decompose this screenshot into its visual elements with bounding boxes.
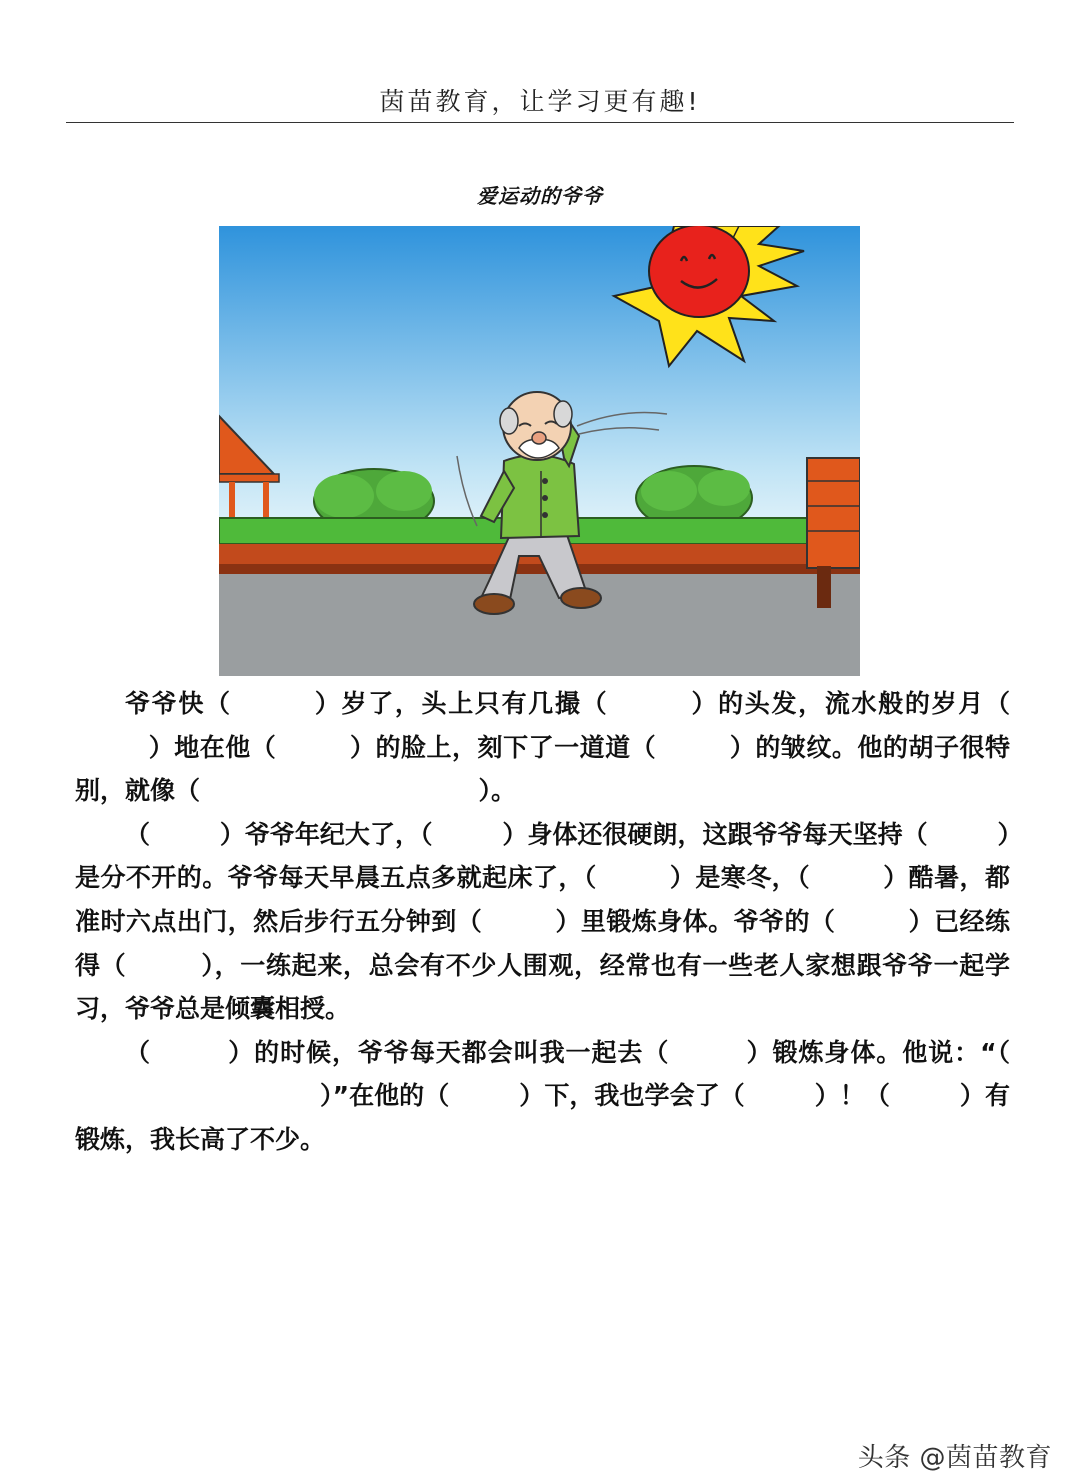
story-text: ）是分不开的。爷爷每天早晨五点多就起床了，（ (75, 819, 1010, 893)
answer-blank[interactable] (810, 863, 883, 892)
story-text: ）的皱纹。他的胡子很特别，就像（ (75, 732, 1010, 806)
answer-blank[interactable] (276, 733, 350, 762)
answer-blank[interactable] (928, 820, 998, 849)
story-text: 爷爷快（ (125, 689, 232, 718)
story-paragraph-3 (75, 1031, 1010, 1162)
road (219, 574, 860, 676)
story-text: ）地在他（ (148, 732, 277, 762)
answer-blank[interactable] (151, 1038, 228, 1067)
answer-blank[interactable] (482, 907, 555, 936)
story-body (75, 682, 1010, 1162)
story-paragraph-1 (75, 682, 1010, 813)
header-divider (66, 122, 1014, 123)
story-text: ）的时候，爷爷每天都会叫我一起去（ (228, 1037, 670, 1067)
story-text: ）的脸上，刻下了一道道（ (350, 732, 657, 762)
answer-blank[interactable] (745, 1081, 815, 1110)
answer-blank[interactable] (126, 951, 201, 980)
story-text: ）已经练得（ (75, 906, 1010, 980)
story-paragraph-2 (75, 813, 1010, 1031)
story-text: ）里锻炼身体。爷爷的（ (555, 906, 836, 936)
answer-blank[interactable] (150, 820, 220, 849)
answer-blank[interactable] (835, 907, 908, 936)
answer-blank[interactable] (669, 1038, 746, 1067)
story-text: （ (125, 1037, 151, 1067)
answer-blank[interactable] (890, 1081, 960, 1110)
story-text: ）”在他的（ (320, 1081, 450, 1111)
answer-blank[interactable] (433, 820, 503, 849)
page-header: 茵苗教育，让学习更有趣! (379, 87, 701, 116)
answer-blank[interactable] (656, 733, 730, 762)
answer-blank[interactable] (232, 689, 315, 718)
story-text: ）的头发，流水般的岁月（ (691, 689, 1010, 718)
watermark: 头条 @茵苗教育 (856, 1437, 1054, 1474)
answer-blank[interactable] (200, 776, 479, 805)
answer-blank[interactable] (75, 733, 149, 762)
answer-blank[interactable] (449, 1081, 519, 1110)
story-text: ）！（ (814, 1081, 890, 1111)
story-text: ）身体还很硬朗，这跟爷爷每天坚持（ (502, 819, 928, 849)
answer-blank[interactable] (608, 689, 691, 718)
answer-blank[interactable] (75, 1081, 320, 1110)
story-text: ）是寒冬，（ (669, 863, 811, 893)
story-text: ）下，我也学会了（ (519, 1081, 745, 1111)
story-text: ）。 (478, 776, 517, 806)
story-text: ）爷爷年纪大了，（ (219, 819, 433, 849)
story-text: ）岁了，头上只有几撮（ (314, 689, 609, 718)
story-text: ）酷暑，都准时六点出门，然后步行五分钟到（ (75, 863, 1010, 936)
story-text: ），一练起来，总会有不少人围观，经常也有一些老人家想跟爷爷一起学习，爷爷总是倾囊相授。 (75, 950, 1010, 1024)
story-illustration (219, 226, 860, 676)
story-text: ）有锻炼，我长高了不少。 (75, 1081, 1010, 1154)
story-text: ）锻炼身体。他说：“（ (746, 1037, 1010, 1067)
story-text: （ (125, 819, 151, 849)
answer-blank[interactable] (597, 863, 670, 892)
story-title: 爱运动的爷爷 (477, 184, 603, 208)
